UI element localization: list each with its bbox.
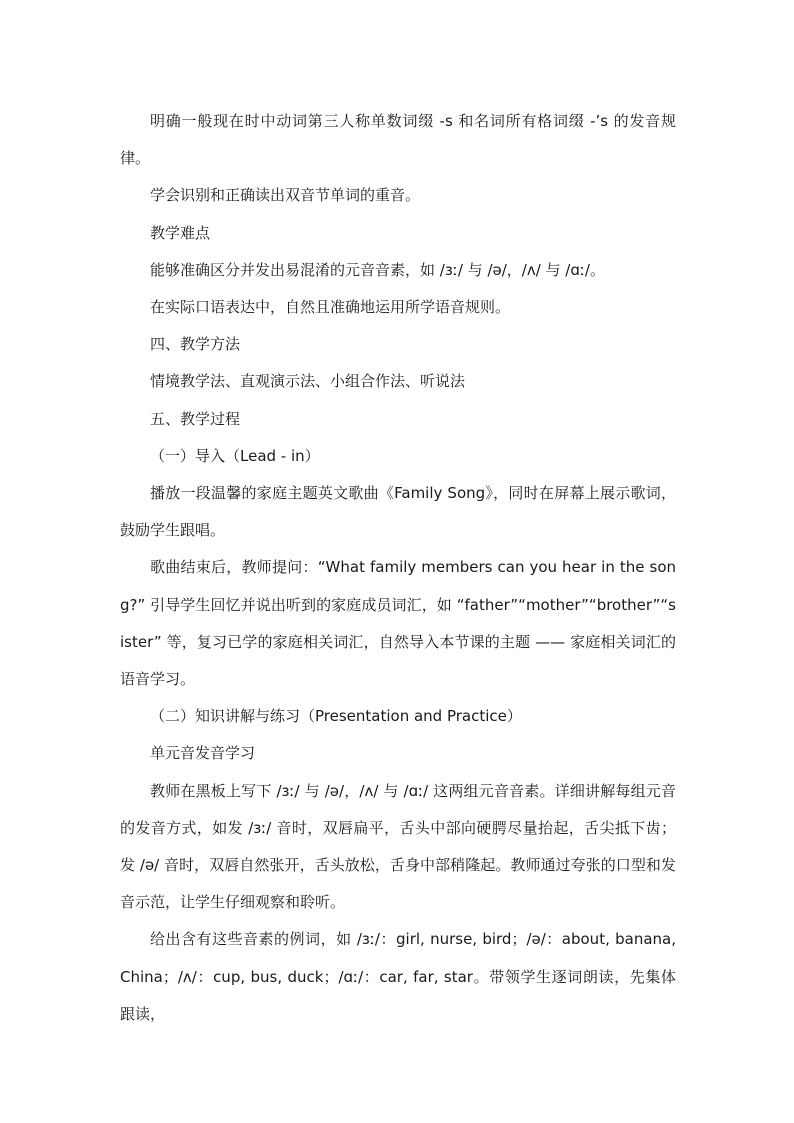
paragraph-vowel-distinction: 能够准确区分并发出易混淆的元音音素，如 /ɜː/ 与 /ə/，/ʌ/ 与 /ɑː/。 xyxy=(150,260,605,279)
paragraph-methods-list: 情境教学法、直观演示法、小组合作法、听说法 xyxy=(150,372,466,391)
paragraph-example-words: 给出含有这些音素的例词，如 /ɜː/：girl, nurse, bird；/ə/：about, banana, China；/ʌ/：cup, bus, duck；/ɑː/：car, far, star。带领学生逐词朗读，先集体跟读， xyxy=(120,930,676,1023)
document-body xyxy=(120,103,676,1033)
paragraph-suffix-rules: 明确一般现在时中动词第三人称单数词缀 -s 和名词所有格词缀 -’s 的发音规律。 xyxy=(120,112,676,168)
paragraph-oral-application: 在实际口语表达中，自然且准确地运用所学语音规则。 xyxy=(150,298,511,317)
heading-monophthong-learning: 单元音发音学习 xyxy=(150,744,256,763)
heading-teaching-process: 五、教学过程 xyxy=(150,409,241,428)
heading-teaching-difficulties: 教学难点 xyxy=(150,223,211,242)
paragraph-stress-goal: 学会识别和正确读出双音节单词的重音。 xyxy=(150,186,421,205)
heading-presentation-practice: （二）知识讲解与练习（Presentation and Practice） xyxy=(150,707,522,726)
heading-teaching-methods: 四、教学方法 xyxy=(150,335,241,354)
paragraph-family-song: 播放一段温馨的家庭主题英文歌曲《Family Song》，同时在屏幕上展示歌词，鼓励学生跟唱。 xyxy=(120,484,676,540)
paragraph-teacher-question: 歌曲结束后，教师提问：“What family members can you hear in the song?” 引导学生回忆并说出听到的家庭成员词汇，如 “father”“mother”“brother”“sister” 等，复习已学的家庭相关词汇，自然导入本节课的主题 —— 家庭相关词汇的语音学习。 xyxy=(120,558,676,689)
paragraph-vowel-explanation: 教师在黑板上写下 /ɜː/ 与 /ə/，/ʌ/ 与 /ɑː/ 这两组元音音素。详细讲解每组元音的发音方式，如发 /ɜː/ 音时，双唇扁平，舌头中部向硬腭尽量抬起，舌尖抵下齿；发 /ə/ 音时，双唇自然张开，舌头放松，舌身中部稍隆起。教师通过夸张的口型和发音示范，让学生仔细观察和聆听。 xyxy=(120,781,676,912)
heading-lead-in: （一）导入（Lead - in） xyxy=(150,446,320,465)
